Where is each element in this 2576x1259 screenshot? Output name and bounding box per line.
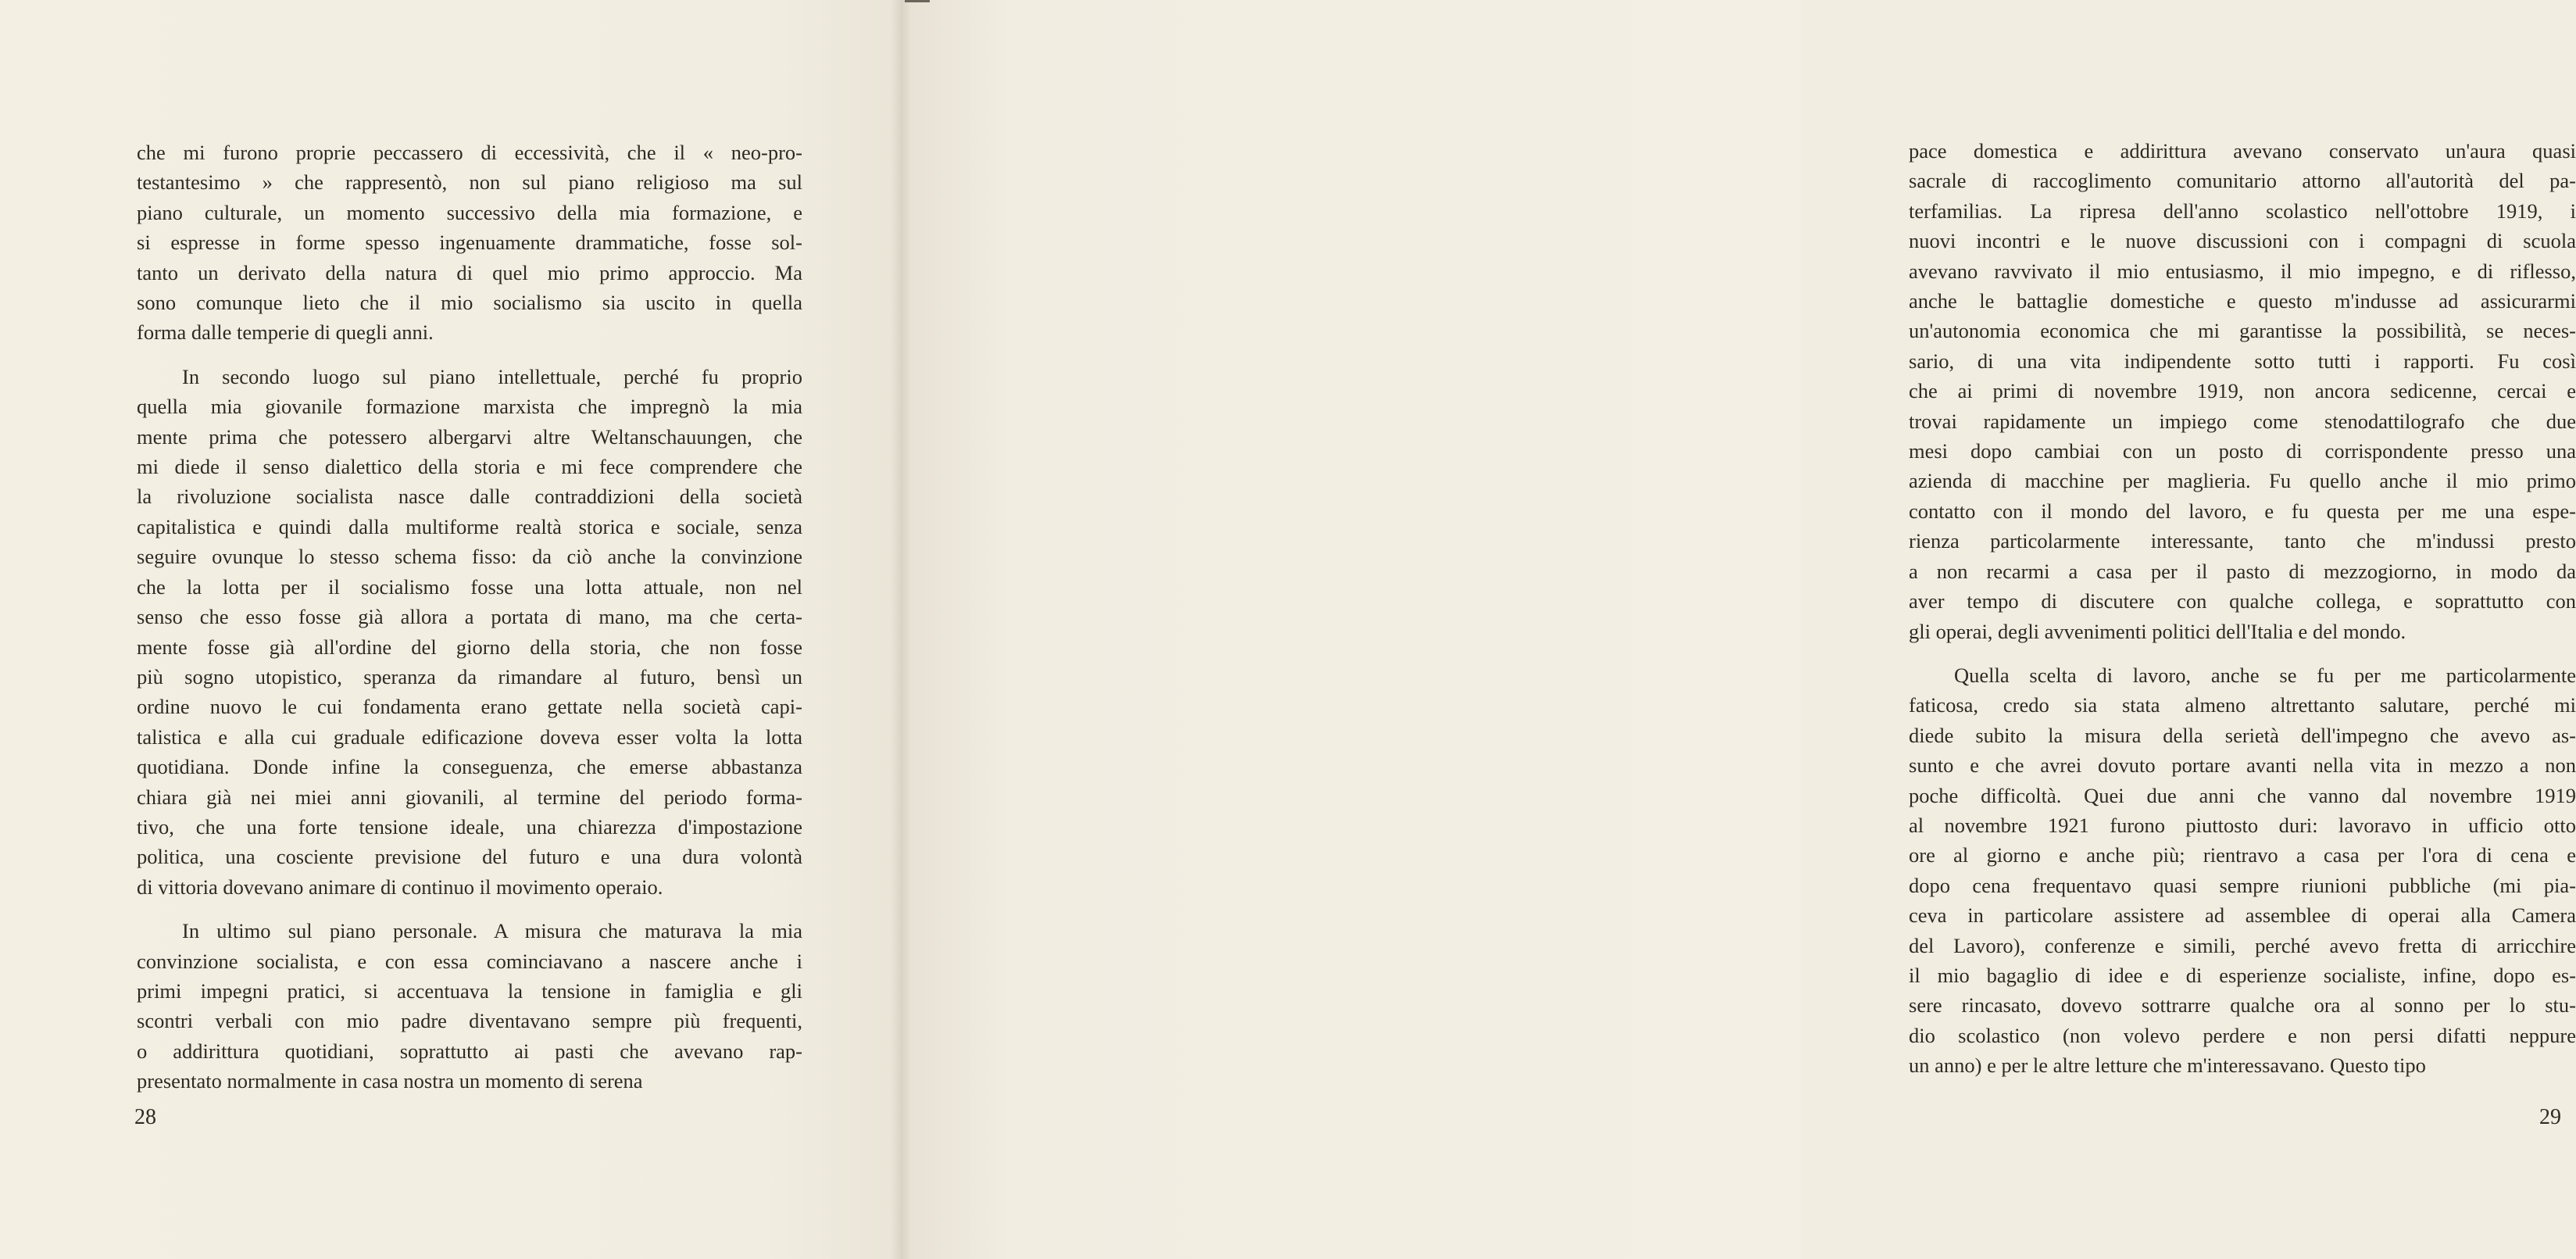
- text-line: tanto un derivato della natura di quel mio primo approccio. Ma: [137, 260, 802, 284]
- text-line: dio scolastico (non volevo perdere e non persi difatti neppure: [1909, 1023, 2576, 1047]
- text-line: la rivoluzione socialista nasce dalle contraddizioni della società: [137, 485, 802, 509]
- text-line: sere rincasato, dovevo sottrarre qualche ora al sonno per lo stu-: [1909, 993, 2576, 1018]
- text-line: anche le battaglie domestiche e questo m'indusse ad assicurarmi: [1909, 289, 2576, 313]
- text-line: sacrale di raccoglimento comunitario attorno all'autorità del pa-: [1909, 169, 2576, 193]
- text-line: del Lavoro), conferenze e simili, perché avevo fretta di arricchire: [1909, 933, 2576, 957]
- text-line: rienza particolarmente interessante, tanto che m'indussi presto: [1909, 529, 2576, 553]
- text-line: un anno) e per le altre letture che m'interessavano. Questo tipo: [1909, 1053, 2426, 1078]
- text-line: politica, una cosciente previsione del futuro e una dura volontà: [137, 845, 802, 869]
- text-line: faticosa, credo sia stata almeno altrettanto salutare, perché mi: [1909, 693, 2576, 717]
- text-line: dopo cena frequentavo quasi sempre riunioni pubbliche (mi pia-: [1909, 873, 2576, 897]
- text-line: azienda di macchine per maglieria. Fu quello anche il mio primo: [1909, 469, 2576, 493]
- left-page-number: 28: [134, 1105, 156, 1129]
- paragraph: [137, 138, 802, 348]
- text-line: presentato normalmente in casa nostra un momento di serena: [137, 1069, 643, 1093]
- left-page: [0, 0, 901, 1259]
- text-line: che ai primi di novembre 1919, non ancora sedicenne, cercai e: [1909, 379, 2576, 403]
- right-page-number: 29: [2539, 1105, 2561, 1129]
- text-line: capitalistica e quindi dalla multiforme realtà storica e sociale, senza: [137, 514, 802, 538]
- text-line: primi impegni pratici, si accentuava la tensione in famiglia e gli: [137, 978, 802, 1003]
- text-line: più sogno utopistico, speranza da rimandare al futuro, bensì un: [137, 664, 802, 689]
- text-line: seguire ovunque lo stesso schema fisso: da ciò anche la convinzione: [137, 545, 802, 569]
- text-line: di vittoria dovevano animare di continuo il movimento operaio.: [137, 875, 663, 899]
- left-page-text: [137, 138, 802, 1096]
- text-line: tivo, che una forte tensione ideale, una chiarezza d'impostazione: [137, 814, 802, 839]
- text-line: che la lotta per il socialismo fosse una lotta attuale, non nel: [137, 574, 802, 599]
- paragraph: [137, 362, 802, 902]
- text-line: trovai rapidamente un impiego come stenodattilografo che due: [1909, 409, 2576, 433]
- paragraph-gap: [1909, 646, 2576, 660]
- text-line: terfamilias. La ripresa dell'anno scolastico nell'ottobre 1919, i: [1909, 199, 2576, 223]
- text-line: mente prima che potessero albergarvi altre Weltanschauungen, che: [137, 424, 802, 449]
- text-line: quella mia giovanile formazione marxista che impregnò la mia: [137, 395, 802, 419]
- text-line: senso che esso fosse già allora a portata di mano, ma che certa-: [137, 605, 802, 629]
- text-line: a non recarmi a casa per il pasto di mezzogiorno, in modo da: [1909, 559, 2576, 583]
- text-line: al novembre 1921 furono piuttosto duri: lavoravo in ufficio otto: [1909, 813, 2576, 837]
- right-page-text: [1909, 136, 2576, 1081]
- text-line: poche difficoltà. Quei due anni che vanno dal novembre 1919: [1909, 783, 2576, 807]
- text-line: un'autonomia economica che mi garantisse la possibilità, se neces-: [1909, 319, 2576, 343]
- text-line: o addirittura quotidiani, soprattutto ai pasti che avevano rap-: [137, 1039, 802, 1063]
- paragraph: [1909, 136, 2576, 646]
- text-line: convinzione socialista, e con essa cominciavano a nascere anche i: [137, 949, 802, 973]
- text-line: diede subito la misura della serietà dell'impegno che avevo as-: [1909, 723, 2576, 747]
- text-line: Quella scelta di lavoro, anche se fu per me particolarmente: [1954, 663, 2576, 687]
- text-line: ordine nuovo le cui fondamenta erano gettate nella società capi-: [137, 695, 802, 719]
- text-line: che mi furono proprie peccassero di eccessività, che il « neo-pro-: [137, 141, 802, 164]
- text-line: chiara già nei miei anni giovanili, al termine del periodo forma-: [137, 785, 802, 809]
- text-line: nuovi incontri e le nuove discussioni con i compagni di scuola: [1909, 229, 2576, 253]
- text-line: pace domestica e addirittura avevano conservato un'aura quasi: [1909, 139, 2576, 163]
- paragraph-gap: [137, 902, 802, 916]
- book-gutter: [891, 0, 911, 1259]
- text-line: testantesimo » che rappresentò, non sul piano religioso ma sul: [137, 170, 802, 195]
- paragraph: [137, 916, 802, 1096]
- text-line: avevano ravvivato il mio entusiasmo, il mio impegno, e di riflesso,: [1909, 259, 2576, 283]
- text-line: scontri verbali con mio padre diventavano sempre più frequenti,: [137, 1009, 802, 1033]
- text-line: il mio bagaglio di idee e di esperienze socialiste, infine, dopo es-: [1909, 963, 2576, 987]
- right-page: [901, 0, 2576, 1259]
- text-line: In ultimo sul piano personale. A misura che maturava la mia: [182, 919, 802, 943]
- text-line: ceva in particolare assistere ad assemblee di operai alla Camera: [1909, 903, 2576, 928]
- text-line: sono comunque lieto che il mio socialismo sia uscito in quella: [137, 291, 802, 315]
- paragraph-gap: [137, 348, 802, 362]
- text-line: gli operai, degli avvenimenti politici dell'Italia e del mondo.: [1909, 619, 2406, 643]
- text-line: sario, di una vita indipendente sotto tutti i rapporti. Fu così: [1909, 349, 2576, 373]
- text-line: aver tempo di discutere con qualche collega, e soprattutto con: [1909, 589, 2576, 613]
- text-line: talistica e alla cui graduale edificazione doveva esser volta la lotta: [137, 724, 802, 749]
- text-line: mi diede il senso dialettico della storia e mi fece comprendere che: [137, 455, 802, 479]
- paragraph: [1909, 660, 2576, 1081]
- text-line: In secondo luogo sul piano intellettuale, perché fu proprio: [182, 364, 802, 388]
- text-line: quotidiana. Donde infine la conseguenza, che emerse abbastanza: [137, 755, 802, 779]
- text-line: contatto con il mondo del lavoro, e fu questa per me una espe-: [1909, 499, 2576, 523]
- text-line: mente fosse già all'ordine del giorno della storia, che non fosse: [137, 635, 802, 659]
- text-line: forma dalle temperie di quegli anni.: [137, 320, 434, 345]
- text-line: mesi dopo cambiai con un posto di corrispondente presso una: [1909, 439, 2576, 463]
- text-line: ore al giorno e anche più; rientravo a casa per l'ora di cena e: [1909, 843, 2576, 867]
- text-line: piano culturale, un momento successivo della mia formazione, e: [137, 200, 802, 224]
- text-line: sunto e che avrei dovuto portare avanti nella vita in mezzo a non: [1909, 753, 2576, 778]
- print-mark: [905, 0, 930, 2]
- text-line: si espresse in forme spesso ingenuamente drammatiche, fosse sol-: [137, 231, 802, 255]
